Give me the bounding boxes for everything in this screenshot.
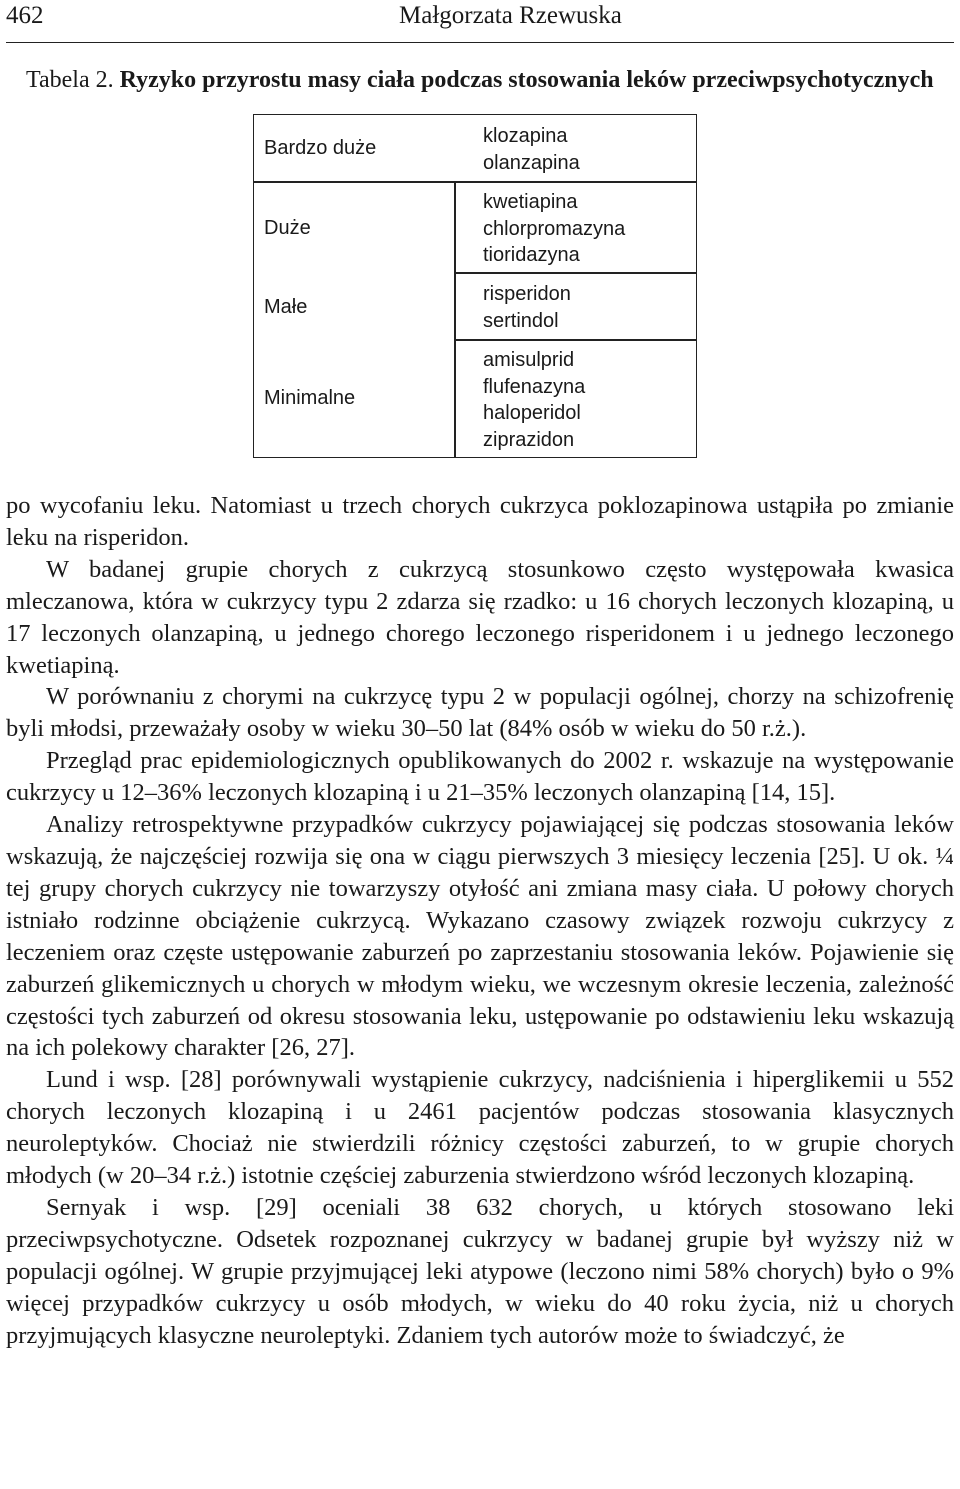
- page-header: [6, 0, 954, 43]
- body-text: [6, 490, 954, 1351]
- paragraph: Sernyak i wsp. [29] oceniali 38 632 chorych, u których stosowano leki przeciwpsychotyczne. Odsetek rozpoznanej cukrzycy w badanej grupie był wyższy niż w populacji ogólnej. W grupie przyjmującej leki atypowe (leczono nimi 58% chorych) było o 9% więcej przypadków cukrzycy u osób młodych, w wieku do 40 roku życia, niż u chorych przyjmujących klasyczne neuroleptyki. Zdaniem tych autorów może to świadczyć, że: [6, 1193, 954, 1349]
- table-column-divider: [454, 181, 456, 457]
- risk-table: [253, 114, 697, 458]
- drug-name: amisulprid: [483, 349, 575, 371]
- paragraph: W badanej grupie chorych z cukrzycą stosunkowo często występowała kwasica mleczanowa, która w cukrzycy typu 2 zdarza się rzadko: u 16 chorych leczonych klozapiną, u 17 leczonych olanzapiną, u jednego chorego leczonego risperidonem i u jednego leczonego kwetiapiną.: [6, 555, 954, 679]
- drug-name: risperidon: [483, 283, 571, 305]
- paragraph: Lund i wsp. [28] porównywali wystąpienie cukrzycy, nadciśnienia i hiperglikemii u 552 chorych leczonych klozapiną i u 2461 pacjentów podczas stosowania klasycznych neuroleptyków. Chociaż nie stwierdzili różnicy częstości zaburzeń, to w grupie chorych młodych (w 20–34 r.ż.) istotnie częściej zaburzenia stwierdzono wśród leczonych klozapiną.: [6, 1066, 954, 1190]
- drug-list-very-high: [483, 123, 580, 176]
- risk-level-low: Małe: [264, 296, 308, 318]
- table-title: Ryzyko przyrostu masy ciała podczas stosowania leków przeciwpsychotycznych: [119, 67, 934, 93]
- paragraph: W porównaniu z chorymi na cukrzycę typu 2 w populacji ogólnej, chorzy na schizofrenię byli młodsi, przeważały osoby w wieku 30–50 lat (84% osób w wieku do 50 r.ż.).: [6, 683, 954, 743]
- drug-name: klozapina: [483, 125, 568, 147]
- table-divider-top: [254, 181, 696, 183]
- drug-name: olanzapina: [483, 151, 580, 174]
- drug-name: kwetiapina: [483, 191, 578, 213]
- paragraph: Przegląd prac epidemiologicznych opublikowanych do 2002 r. wskazuje na występowanie cukrzycy u 12–36% leczonych klozapiną i u 21–35% leczonych olanzapiną [14, 15].: [6, 747, 954, 807]
- table-divider-row1: [456, 272, 696, 274]
- paragraph: Analizy retrospektywne przypadków cukrzycy pojawiającej się podczas stosowania leków wskazują, że najczęściej rozwija się ona w ciągu pierwszych 3 miesięcy leczenia [25]. U ok. ¼ tej grupy chorych cukrzycy nie towarzyszy otyłość ani zmiana masy ciała. U połowy chorych istniało rodzinne obciążenie cukrzycą. Wykazano czasowy związek rozwoju cukrzycy z leczeniem oraz częste ustępowanie zaburzeń po zaprzestaniu stosowania leków. Pojawienie się zaburzeń glikemicznych u chorych w młodym wieku, we wczesnym okresie leczenia, zależność częstości tych zaburzeń od okresu stosowania leku, ustępowanie po odstawieniu leku wskazują na ich polekowy charakter [26, 27].: [6, 811, 954, 1062]
- risk-level-very-high: Bardzo duże: [264, 137, 377, 159]
- page-number: 462: [6, 2, 44, 29]
- drug-name: sertindol: [483, 309, 559, 332]
- risk-level-high: Duże: [264, 217, 311, 239]
- table-label: Tabela 2.: [26, 67, 114, 93]
- drug-name: chlorpromazyna: [483, 217, 626, 240]
- drug-list-high: [483, 189, 625, 269]
- drug-name: ziprazidon: [483, 428, 575, 451]
- drug-list-minimal: [483, 347, 585, 453]
- drug-list-low: [483, 281, 571, 334]
- drug-name: tioridazyna: [483, 244, 580, 266]
- drug-name: flufenazyna: [483, 375, 586, 398]
- risk-level-minimal: Minimalne: [264, 387, 356, 409]
- running-head: Małgorzata Rzewuska: [399, 2, 622, 29]
- table-divider-row2: [456, 339, 696, 341]
- table-caption: [26, 67, 934, 94]
- drug-name: haloperidol: [483, 402, 581, 424]
- paragraph-continuation: po wycofaniu leku. Natomiast u trzech chorych cukrzyca poklozapinowa ustąpiła po zmianie leku na risperidon.: [6, 492, 954, 551]
